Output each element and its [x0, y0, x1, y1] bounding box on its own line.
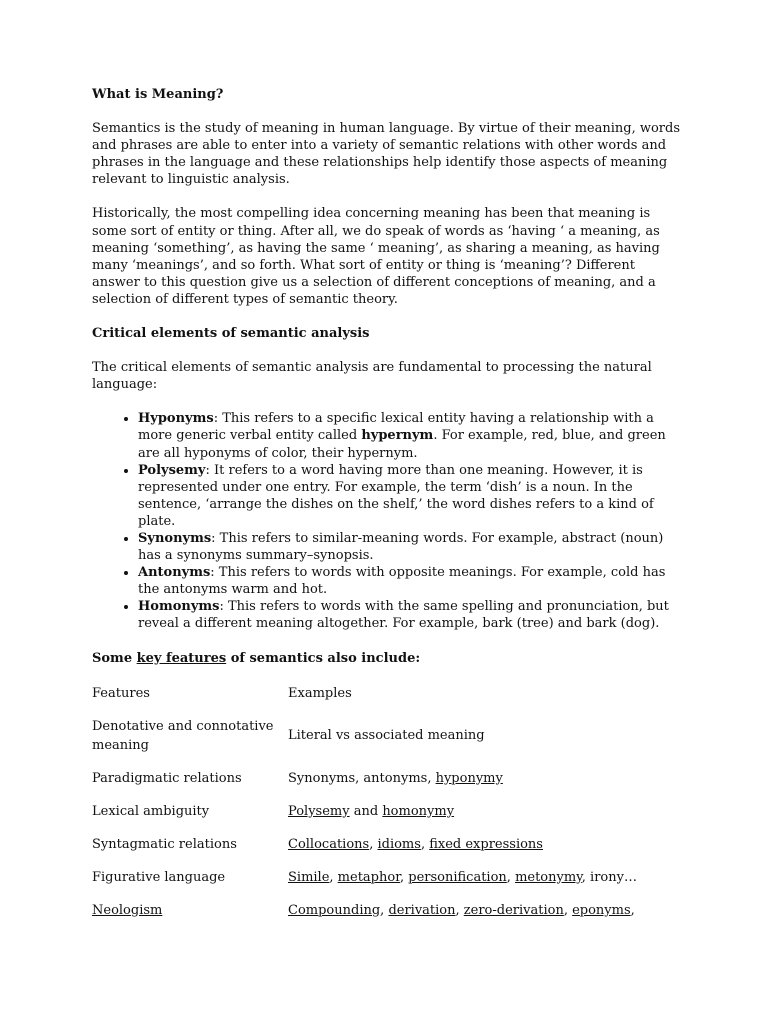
feature-cell: [92, 901, 288, 934]
derivation-link[interactable]: derivation: [388, 902, 456, 918]
list-item-hyponyms: • Hyponyms: This refers to a specific lexical entity having a relationship with a more generic verbal entity called hypernym. For example, red, blue, and green are all hyponyms of color, their hypernym.: [138, 410, 682, 461]
example-cell: Simile, metaphor, personification, metonymy, irony…: [288, 869, 637, 885]
collocations-link[interactable]: Collocations: [288, 836, 370, 852]
key-features-link[interactable]: key features: [136, 650, 227, 666]
example-cell: Compounding, derivation, zero-derivation, eponyms,: [288, 902, 635, 918]
feature-cell: Paradigmatic relations: [92, 770, 242, 786]
list-item-polysemy: • Polysemy: It refers to a word having more than one meaning. However, it is represented under one entry. For example, the term ‘dish’ is a noun. In the sentence, ‘arrange the dishes on the shelf,’ the word dishes refers to a kind of plate.: [138, 462, 682, 530]
simile-link[interactable]: Simile: [288, 869, 330, 885]
features-heading: Some key features of semantics also include:: [92, 650, 421, 666]
page-title: What is Meaning?: [92, 87, 224, 102]
hyponymy-link[interactable]: hyponymy: [435, 770, 503, 786]
table-header-row: [92, 684, 682, 717]
feature-cell: Figurative language: [92, 869, 226, 885]
term-polysemy: Polysemy: [138, 462, 206, 478]
zero-derivation-link[interactable]: zero-derivation: [463, 902, 564, 918]
features-table: [92, 684, 682, 934]
metonymy-link[interactable]: metonymy: [515, 869, 582, 885]
section-heading: Critical elements of semantic analysis: [92, 326, 370, 342]
header-examples: Examples: [288, 685, 352, 701]
feature-cell: Lexical ambiguity: [92, 803, 210, 819]
example-cell: Collocations, idioms, fixed expressions: [288, 836, 543, 852]
compounding-link[interactable]: Compounding: [288, 902, 381, 918]
term-hyponyms: Hyponyms: [138, 411, 214, 427]
header-features: Features: [92, 685, 150, 701]
table-row: [92, 868, 682, 901]
example-cell: Literal vs associated meaning: [288, 728, 485, 744]
homonymy-link[interactable]: homonymy: [382, 803, 455, 819]
table-row: [92, 835, 682, 868]
term-hypernym: hypernym: [361, 428, 434, 444]
metaphor-link[interactable]: metaphor: [337, 869, 400, 885]
term-synonyms: Synonyms: [138, 530, 212, 546]
idioms-link[interactable]: idioms: [377, 836, 421, 852]
table-row: [92, 769, 682, 802]
list-item-homonyms: • Homonyms: This refers to words with the same spelling and pronunciation, but reveal a different meaning altogether. For example, bark (tree) and bark (dog).: [138, 598, 682, 632]
term-homonyms: Homonyms: [138, 599, 220, 615]
neologism-link[interactable]: Neologism: [92, 902, 163, 918]
example-cell: Polysemy and homonymy: [288, 803, 455, 819]
section-intro: The critical elements of semantic analysis are fundamental to processing the natural language:: [92, 360, 652, 393]
list-item-synonyms: • Synonyms: This refers to similar-meaning words. For example, abstract (noun) has a synonyms summary–synopsis.: [138, 530, 682, 564]
term-antonyms: Antonyms: [138, 565, 211, 581]
elements-list: [92, 410, 682, 632]
intro-paragraph-2: Historically, the most compelling idea concerning meaning has been that meaning is some sort of entity or thing. After all, we do speak of words as ‘having ‘ a meaning, as meaning ‘something’, as having the same ‘ meaning’, as sharing a meaning, as having many ‘meanings’, and so forth. What sort of entity or thing is ‘meaning’? Different answer to this question give us a selection of different conceptions of meaning, and a selection of different types of semantic theory.: [92, 206, 660, 307]
eponyms-link[interactable]: eponyms: [572, 902, 631, 918]
table-row: [92, 802, 682, 835]
table-row: [92, 901, 682, 934]
intro-paragraph-1: Semantics is the study of meaning in human language. By virtue of their meaning, words and phrases are able to enter into a variety of semantic relations with other words and phrases in the language and these relationships help identify those aspects of meaning relevant to linguistic analysis.: [92, 121, 681, 188]
example-cell: Synonyms, antonyms, hyponymy: [288, 770, 503, 786]
feature-cell: Denotative and connotative meaning: [92, 718, 274, 753]
feature-cell: Syntagmatic relations: [92, 836, 237, 852]
list-item-antonyms: • Antonyms: This refers to words with opposite meanings. For example, cold has the antonyms warm and hot.: [138, 564, 682, 598]
document-page: [92, 86, 682, 934]
table-row: [92, 717, 682, 769]
fixed-expressions-link[interactable]: fixed expressions: [429, 836, 543, 852]
polysemy-link[interactable]: Polysemy: [288, 803, 350, 819]
personification-link[interactable]: personification: [408, 869, 507, 885]
